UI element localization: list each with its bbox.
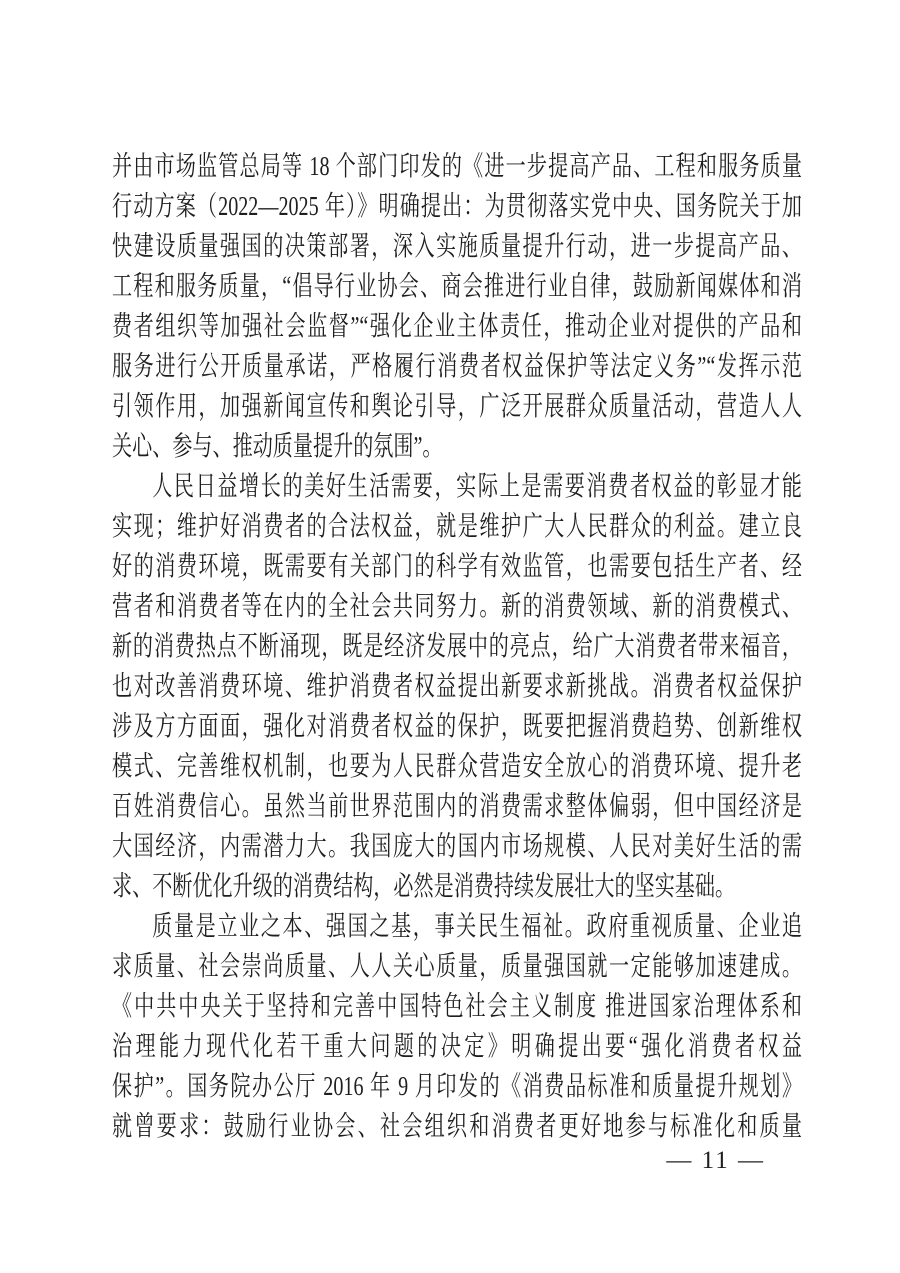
text-line: 治理能力现代化若干重大问题的决定》明确提出要“强化消费者权益	[112, 1030, 802, 1061]
paragraph	[112, 466, 802, 906]
text-line: 求质量、社会崇尚质量、人人关心质量，质量强国就一定能够加速建成。	[112, 950, 802, 981]
text-line: 新的消费热点不断涌现，既是经济发展中的亮点，给广大消费者带来福音，	[112, 630, 802, 661]
text-line: 好的消费环境，既需要有关部门的科学有效监管，也需要包括生产者、经	[112, 550, 802, 581]
text-line: 服务进行公开质量承诺，严格履行消费者权益保护等法定义务”“发挥示范	[112, 350, 802, 381]
paragraph	[112, 906, 802, 1146]
page-number: — 11 —	[666, 1147, 765, 1174]
text-line: 实现；维护好消费者的合法权益，就是维护广大人民群众的利益。建立良	[112, 510, 802, 541]
text-line: 就曾要求：鼓励行业协会、社会组织和消费者更好地参与标准化和质量	[112, 1110, 802, 1141]
paragraph	[112, 146, 802, 466]
text-block	[112, 146, 802, 1146]
text-line: 营者和消费者等在内的全社会共同努力。新的消费领域、新的消费模式、	[112, 590, 802, 621]
text-line: 工程和服务质量，“倡导行业协会、商会推进行业自律，鼓励新闻媒体和消	[112, 270, 802, 301]
text-line: 并由市场监管总局等 18 个部门印发的《进一步提高产品、工程和服务质量	[112, 150, 802, 181]
text-line: 快建设质量强国的决策部署，深入实施质量提升行动，进一步提高产品、	[112, 230, 802, 261]
text-line: 人民日益增长的美好生活需要，实际上是需要消费者权益的彰显才能	[152, 470, 802, 501]
text-line: 《中共中央关于坚持和完善中国特色社会主义制度 推进国家治理体系和	[112, 990, 802, 1021]
text-line: 引领作用，加强新闻宣传和舆论引导，广泛开展群众质量活动，营造人人	[112, 390, 802, 421]
text-line: 百姓消费信心。虽然当前世界范围内的消费需求整体偏弱，但中国经济是	[112, 790, 802, 821]
text-line: 求、不断优化升级的消费结构，必然是消费持续发展壮大的坚实基础。	[112, 870, 736, 901]
text-line: 保护”。国务院办公厅 2016 年 9 月印发的《消费品标准和质量提升规划》	[112, 1070, 802, 1101]
text-line: 质量是立业之本、强国之基，事关民生福祉。政府重视质量、企业追	[152, 910, 802, 941]
text-line: 大国经济，内需潜力大。我国庞大的国内市场规模、人民对美好生活的需	[112, 830, 802, 861]
text-line: 涉及方方面面，强化对消费者权益的保护，既要把握消费趋势、创新维权	[112, 710, 802, 741]
text-body	[112, 146, 802, 1146]
text-line: 费者组织等加强社会监督”“强化企业主体责任，推动企业对提供的产品和	[112, 310, 802, 341]
text-line: 行动方案（2022—2025 年）》明确提出：为贯彻落实党中央、国务院关于加	[112, 190, 802, 221]
text-line: 关心、参与、推动质量提升的氛围”。	[112, 430, 443, 461]
text-line: 模式、完善维权机制，也要为人民群众营造安全放心的消费环境、提升老	[112, 750, 802, 781]
text-line: 也对改善消费环境、维护消费者权益提出新要求新挑战。消费者权益保护	[112, 670, 802, 701]
